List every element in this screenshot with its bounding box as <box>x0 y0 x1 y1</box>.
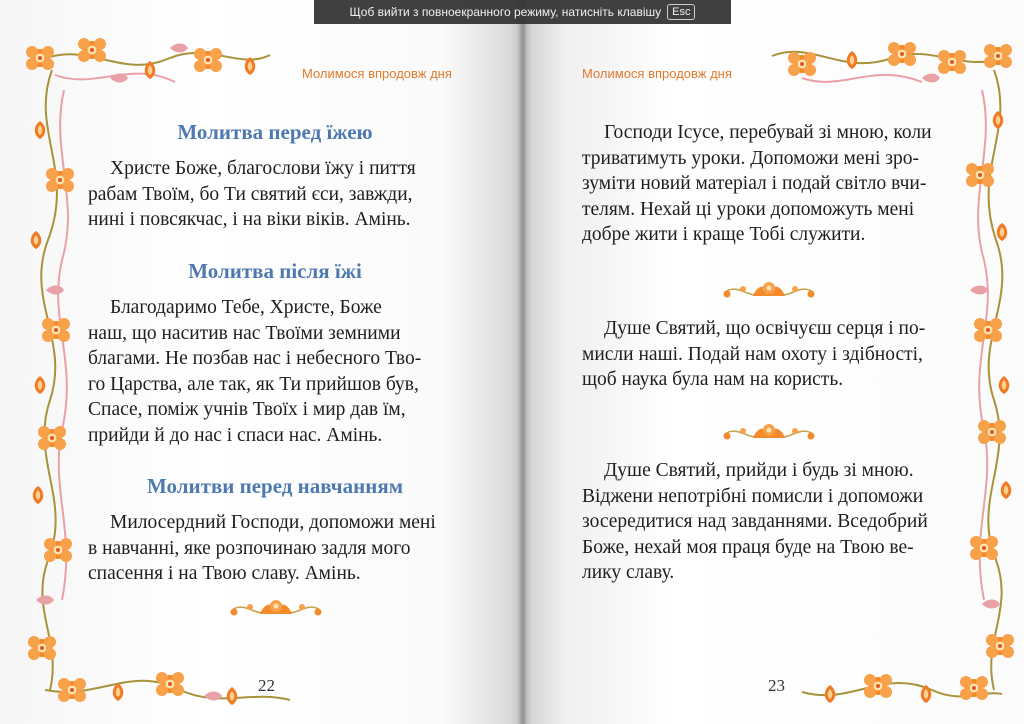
prayer-holy-spirit-come-text <box>582 458 956 586</box>
text-line: спасення і на Твою славу. Амінь. <box>88 563 361 584</box>
text-line: Віджени непотрібні помисли і допоможи <box>582 485 924 507</box>
text-line: лику славу. <box>582 562 675 583</box>
page-number-right: 23 <box>768 676 785 695</box>
text-line: в навчанні, яке розпочинаю задля мого <box>88 537 411 559</box>
text-line: Господи Ісусе, перебувай зі мною, коли <box>604 122 932 143</box>
divider-ornament <box>719 422 819 446</box>
prayer-before-meal-text <box>88 156 462 233</box>
text-line: телям. Нехай ці уроки допоможуть мені <box>582 198 915 220</box>
divider-ornament <box>719 280 819 304</box>
text-line: рабам Твоїм, бо Ти святий єси, завжди, <box>88 183 413 205</box>
text-line: Спасе, поміж учнів Твоїх і мир дав їм, <box>88 399 406 420</box>
text-line: наш, що наситив нас Твоїми земними <box>88 322 401 344</box>
text-line: нині і повсякчас, і на віки віків. Амінь. <box>88 209 411 230</box>
text-line: Милосердний Господи, допоможи мені <box>110 512 436 533</box>
text-line: Благодаримо Тебе, Христе, Боже <box>110 297 382 318</box>
fullscreen-exit-message: Щоб вийти з повноекранного режиму, натисніть клавішу <box>349 5 662 19</box>
running-header: Молимося впродовж дня <box>582 66 732 81</box>
text-line: мисли наші. Подай нам охоту і здібності, <box>582 343 923 365</box>
right-page <box>522 0 1024 724</box>
esc-key-badge: Esc <box>667 4 695 20</box>
book-gutter <box>518 0 528 724</box>
text-line: щоб наука була нам на користь. <box>582 369 844 390</box>
prayer-after-meal-text <box>88 295 462 448</box>
text-line: благами. Не позбав нас і небесного Тво- <box>88 348 422 369</box>
prayer-before-study-text <box>88 510 462 587</box>
running-header: Молимося впродовж дня <box>302 66 452 81</box>
text-line: прийди й до нас і спаси нас. Амінь. <box>88 424 383 446</box>
page-number-left: 22 <box>258 676 275 695</box>
text-line: зосередитися над завданнями. Вседобрий <box>582 511 928 532</box>
text-line: зуміти новий матеріал і подай світло вчи- <box>582 173 927 194</box>
prayer-holy-spirit-enlighten-text <box>582 316 956 393</box>
section-title-before-meal: Молитва перед їжею <box>177 120 373 144</box>
text-line: триватимуть уроки. Допоможи мені зро- <box>582 147 919 169</box>
prayer-during-lessons-text <box>582 120 956 248</box>
fullscreen-exit-notice <box>314 0 731 24</box>
text-line: го Царства, але так, як Ти прийшов був, <box>88 373 419 395</box>
divider-ornament <box>226 598 326 622</box>
section-title-after-meal: Молитва після їжі <box>188 259 362 283</box>
section-title-before-study: Молитви перед навчанням <box>146 474 404 498</box>
text-line: Христе Боже, благослови їжу і пиття <box>110 158 416 179</box>
text-line: добре жити і краще Тобі служити. <box>582 224 866 245</box>
text-line: Душе Святий, прийди і будь зі мною. <box>604 460 914 481</box>
text-line: Душе Святий, що освічуєш серця і по- <box>604 318 926 339</box>
text-line: Боже, нехай моя праця буде на Твою ве- <box>582 536 914 558</box>
